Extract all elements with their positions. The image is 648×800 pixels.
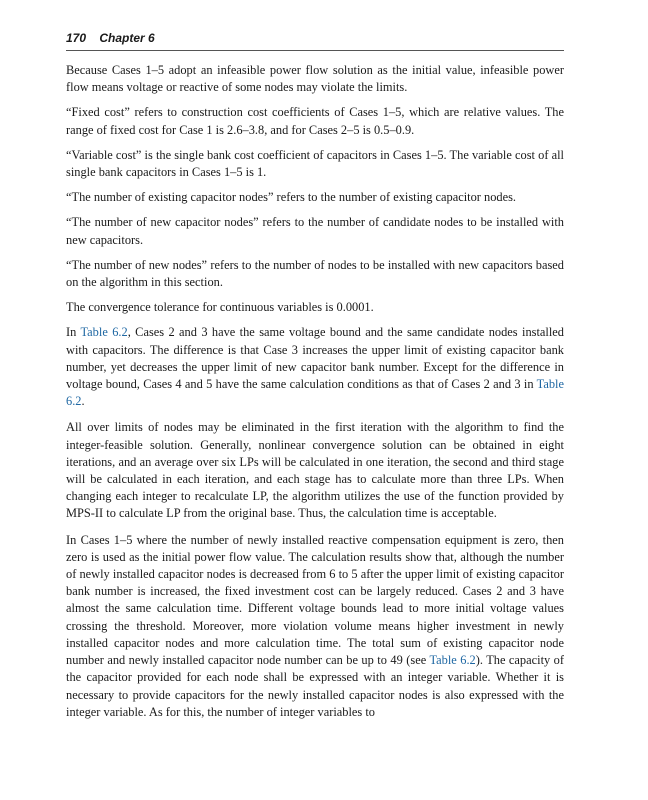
paragraph-fixed-cost: “Fixed cost” refers to construction cost coefficients of Cases 1–5, which are relative values. The range of fixed cost for Case 1 is 2.6–3.8, and for Cases 2–5 is 0.5–0.9.	[66, 105, 564, 137]
table-6-2-link[interactable]: Table 6.2	[66, 377, 564, 409]
paragraph-variable-cost: “Variable cost” is the single bank cost coefficient of capacitors in Cases 1–5. The variable cost of all single bank capacitors in Cases 1–5 is 1.	[66, 147, 564, 180]
paragraph-existing-capacitor-nodes: “The number of existing capacitor nodes” refers to the number of existing capacitor nodes.	[66, 190, 517, 205]
table-6-2-link[interactable]: Table 6.2	[80, 325, 128, 340]
paragraph-text: .	[81, 394, 85, 409]
running-head	[66, 28, 564, 51]
body-text	[66, 62, 564, 730]
paragraph-convergence-tolerance: The convergence tolerance for continuous variables is 0.0001.	[66, 300, 374, 315]
paragraph-iterations: All over limits of nodes may be eliminated in the first iteration with the algorithm to find the integer-feasible solution. Generally, nonlinear convergence solution can be obtained in eight iterations, and an average over six LPs will be calculated in one iteration, the second and third stage will be calculated in each iteration, and each stage has to calculate more than three LPs. When changing each integer to recalculate LP, the algorithm utilizes the use of the function provided by MPS-II to calculate LP from the original base. Thus, the calculation time is acceptable.	[66, 420, 564, 521]
table-6-2-link[interactable]: Table 6.2	[429, 653, 476, 668]
paragraph-text: , Cases 2 and 3 have the same voltage bound and the same candidate nodes installed with capacitors. The difference is that Case 3 increases the upper limit of existing capacitor bank number, yet decreases the upper limit of new capacitor bank number. Except for the difference in voltage bound, Cases 4 and 5 have the same calculation conditions as that of Cases 2 and 3 in	[66, 325, 564, 392]
paragraph-infeasible-power-flow: Because Cases 1–5 adopt an infeasible power flow solution as the initial value, infeasible power flow means voltage or reactive of some nodes may violate the limits.	[66, 63, 564, 95]
paragraph-text: ). The capacity of the capacitor provided for each node shall be expressed with an integer variable. Whether it is necessary to provide capacitors for the newly installed capacitor nodes is also expressed with the integer variable. As for this, the number of integer variables to	[66, 653, 564, 719]
chapter-title: Chapter 6	[99, 31, 155, 45]
page-number: 170	[66, 31, 87, 45]
paragraph-new-capacitor-nodes: “The number of new capacitor nodes” refers to the number of candidate nodes to be installed with new capacitors.	[66, 215, 564, 247]
paragraph-table-comparison	[66, 324, 564, 410]
paragraph-calculation-results	[66, 532, 564, 721]
paragraph-text: In	[66, 325, 81, 340]
paragraph-text: In Cases 1–5 where the number of newly installed reactive compensation equipment is zero, then zero is used as the initial power flow value. The calculation results show that, although the number of newly installed capacitor nodes is decreased from 6 to 5 after the upper limit of existing capacitor bank number is increased, the fixed investment cost can be largely reduced. Cases 2 and 3 have almost the same calculation time. Different voltage bounds lead to more initial voltage values crossing the threshold. Moreover, more violation volume means higher investment in newly installed capacitor nodes and more calculation time. The total sum of existing capacitor node number and newly installed capacitor node number can be up to 49 (see	[66, 532, 564, 668]
paragraph-new-nodes: “The number of new nodes” refers to the number of nodes to be installed with new capacitors based on the algorithm in this section.	[66, 257, 564, 290]
